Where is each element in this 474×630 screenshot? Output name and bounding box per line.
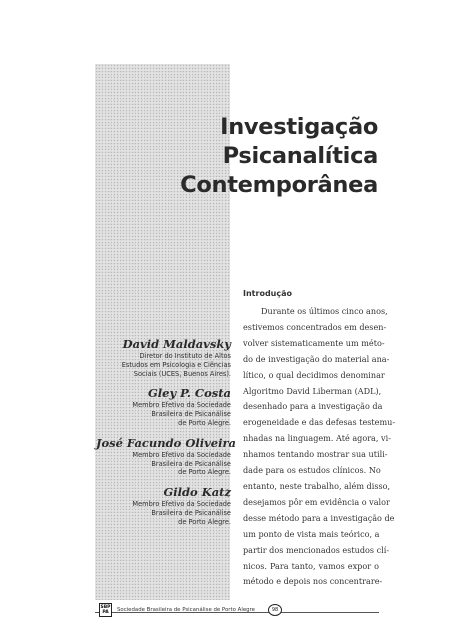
body-line: método e depois nos concentrare- xyxy=(243,576,383,587)
title-line-1: Investigação xyxy=(220,114,378,140)
article-title xyxy=(180,113,378,200)
body-line: desenhado para a investigação da xyxy=(243,401,383,412)
body-line: nhamos tentando mostrar sua utili- xyxy=(243,449,388,460)
author-name: David Maldavsky xyxy=(122,337,231,351)
body-line: Algoritmo David Liberman (ADL), xyxy=(243,385,382,396)
body-line: partir dos mencionados estudos clí- xyxy=(243,544,390,555)
body-line: estivemos concentrados em desen- xyxy=(243,321,387,332)
sbppa-logo-icon xyxy=(99,603,112,617)
body-line: do de investigação do material ana- xyxy=(243,353,390,364)
section-heading: Introdução xyxy=(243,289,292,298)
author-affiliation: Diretor do Instituto de Altos Estudos em Psicologia e Ciências Sociais (UCES, Buenos Aires). xyxy=(121,352,231,378)
page-number: 98 xyxy=(268,604,282,616)
author-name: Gley P. Costa xyxy=(147,386,231,401)
footer-society-name: Sociedade Brasileira de Psicanálise de Porto Alegre xyxy=(117,607,255,613)
author-name: José Facundo Oliveira xyxy=(96,435,236,450)
author-affiliation: Membro Efetivo da Sociedade Brasileira de Psicanálise de Porto Alegre. xyxy=(132,500,231,526)
body-line: dade para os estudos clínicos. No xyxy=(243,465,381,476)
title-line-2: Psicanalítica xyxy=(222,143,378,169)
author-name: Gildo Katz xyxy=(163,485,231,500)
logo-text: SBP PA xyxy=(100,605,111,615)
body-line: erogeneidade e das defesas testemu- xyxy=(243,417,396,428)
author-block xyxy=(96,386,231,427)
author-block xyxy=(96,485,231,526)
body-line: nhadas na linguagem. Até agora, vi- xyxy=(243,433,391,444)
body-line: Durante os últimos cinco anos, xyxy=(261,306,388,316)
body-line: desejamos pôr em evidência o valor xyxy=(243,496,390,507)
title-line-3: Contemporânea xyxy=(180,172,378,198)
author-list xyxy=(96,337,236,535)
body-paragraph xyxy=(243,304,396,590)
body-line: volver sistematicamente um méto- xyxy=(243,337,385,348)
body-line: um ponto de vista mais teórico, a xyxy=(243,528,380,539)
author-affiliation: Membro Efetivo da Sociedade Brasileira de Psicanálise de Porto Alegre. xyxy=(132,401,231,427)
author-affiliation: Membro Efetivo da Sociedade Brasileira de Psicanálise de Porto Alegre. xyxy=(132,450,231,477)
body-line: desse método para a investigação de xyxy=(243,512,395,523)
body-line: lítico, o qual decidimos denominar xyxy=(243,369,385,380)
body-line: entanto, neste trabalho, além disso, xyxy=(243,480,391,491)
author-block xyxy=(96,337,231,378)
author-block xyxy=(96,435,236,477)
body-line: nicos. Para tanto, vamos expor o xyxy=(243,560,379,571)
